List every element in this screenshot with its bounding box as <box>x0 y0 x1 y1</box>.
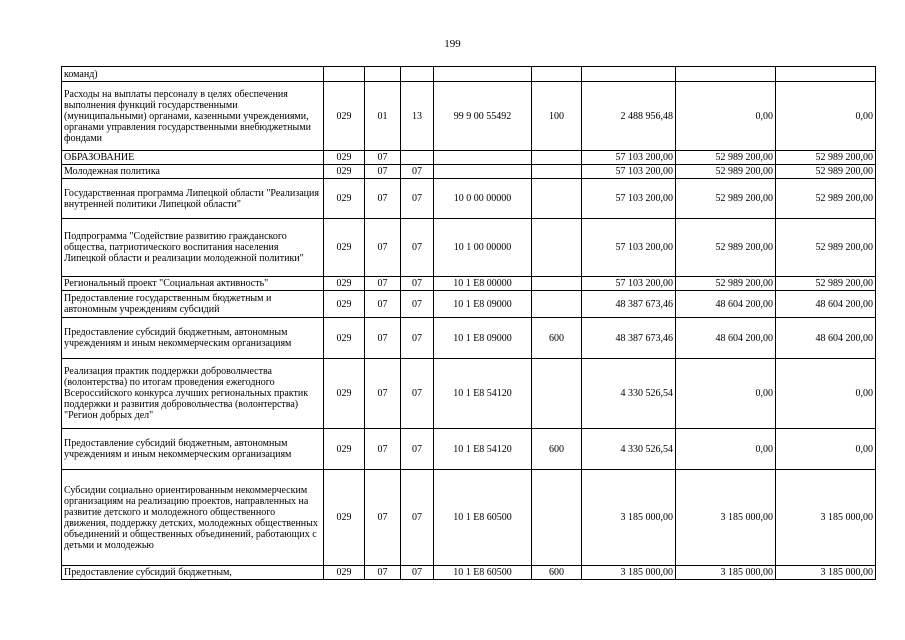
row-sum-2023-cell: 52 989 200,00 <box>776 277 876 291</box>
row-name-cell: Субсидии социально ориентированным некоммерческим организациям на реализацию проектов, направленных на развитие детского и молодежного общественного движения, поддержку детских, молодежных общественных объединений и общественных объединений, работающих с детьми и молодежью <box>62 470 324 566</box>
row-csr-cell: 10 0 00 00000 <box>434 179 532 219</box>
table-row <box>62 566 876 580</box>
row-csr-cell: 10 1 E8 54120 <box>434 429 532 470</box>
row-sum-2021-cell: 3 185 000,00 <box>582 566 676 580</box>
row-sum-2023-cell: 0,00 <box>776 429 876 470</box>
row-pr-cell: 07 <box>401 165 434 179</box>
row-name-cell: Государственная программа Липецкой области "Реализация внутренней политики Липецкой области" <box>62 179 324 219</box>
row-pr-cell: 07 <box>401 470 434 566</box>
row-rz-cell: 01 <box>365 82 401 151</box>
row-sum-2021-cell: 57 103 200,00 <box>582 165 676 179</box>
row-sum-2023-cell: 52 989 200,00 <box>776 179 876 219</box>
row-sum-2021-cell: 57 103 200,00 <box>582 151 676 165</box>
row-sum-2022-cell: 52 989 200,00 <box>676 165 776 179</box>
row-name-cell: Реализация практик поддержки добровольчества (волонтерства) по итогам проведения ежегодного Всероссийского конкурса лучших региональных практик поддержки и развития добровольчества (волонтерства) "Регион добрых дел" <box>62 359 324 429</box>
row-name-cell: Расходы на выплаты персоналу в целях обеспечения выполнения функций государственными (муниципальными) органами, казенными учреждениями, органами управления государственными внебюджетными фондами <box>62 82 324 151</box>
row-sum-2021-cell <box>582 67 676 82</box>
row-rz-cell: 07 <box>365 470 401 566</box>
row-pr-cell: 07 <box>401 277 434 291</box>
row-pr-cell: 07 <box>401 429 434 470</box>
row-vr-cell <box>532 470 582 566</box>
row-sum-2022-cell: 52 989 200,00 <box>676 151 776 165</box>
row-vr-cell <box>532 359 582 429</box>
row-sum-2022-cell: 52 989 200,00 <box>676 219 776 277</box>
row-gr-cell: 029 <box>324 179 365 219</box>
row-vr-cell <box>532 219 582 277</box>
row-sum-2022-cell: 3 185 000,00 <box>676 470 776 566</box>
row-sum-2023-cell: 48 604 200,00 <box>776 291 876 318</box>
row-sum-2021-cell: 2 488 956,48 <box>582 82 676 151</box>
row-sum-2023-cell: 48 604 200,00 <box>776 318 876 359</box>
row-rz-cell: 07 <box>365 318 401 359</box>
table-row <box>62 470 876 566</box>
row-sum-2021-cell: 48 387 673,46 <box>582 318 676 359</box>
row-csr-cell: 10 1 E8 60500 <box>434 470 532 566</box>
row-csr-cell <box>434 151 532 165</box>
row-rz-cell: 07 <box>365 277 401 291</box>
row-sum-2021-cell: 57 103 200,00 <box>582 277 676 291</box>
page-number: 199 <box>444 38 461 50</box>
table-row <box>62 165 876 179</box>
table-row <box>62 219 876 277</box>
row-rz-cell: 07 <box>365 291 401 318</box>
row-name-cell: Предоставление субсидий бюджетным, <box>62 566 324 580</box>
row-name-cell: Предоставление субсидий бюджетным, автономным учреждениям и иным некоммерческим организациям <box>62 429 324 470</box>
row-sum-2023-cell: 52 989 200,00 <box>776 151 876 165</box>
table-row <box>62 82 876 151</box>
row-csr-cell: 10 1 E8 54120 <box>434 359 532 429</box>
row-rz-cell: 07 <box>365 429 401 470</box>
table-row <box>62 179 876 219</box>
budget-table <box>61 66 876 580</box>
row-rz-cell: 07 <box>365 151 401 165</box>
row-gr-cell: 029 <box>324 219 365 277</box>
row-gr-cell: 029 <box>324 318 365 359</box>
row-sum-2023-cell: 52 989 200,00 <box>776 165 876 179</box>
row-sum-2023-cell <box>776 67 876 82</box>
row-sum-2022-cell: 0,00 <box>676 359 776 429</box>
row-vr-cell: 100 <box>532 82 582 151</box>
table-row <box>62 277 876 291</box>
row-name-cell: Предоставление субсидий бюджетным, автономным учреждениям и иным некоммерческим организациям <box>62 318 324 359</box>
row-sum-2023-cell: 3 185 000,00 <box>776 566 876 580</box>
row-vr-cell: 600 <box>532 318 582 359</box>
row-sum-2023-cell: 3 185 000,00 <box>776 470 876 566</box>
row-pr-cell <box>401 67 434 82</box>
row-gr-cell: 029 <box>324 165 365 179</box>
row-name-cell: Предоставление государственным бюджетным и автономным учреждениям субсидий <box>62 291 324 318</box>
row-name-cell: ОБРАЗОВАНИЕ <box>62 151 324 165</box>
row-sum-2022-cell: 52 989 200,00 <box>676 277 776 291</box>
row-sum-2022-cell: 0,00 <box>676 429 776 470</box>
row-sum-2023-cell: 52 989 200,00 <box>776 219 876 277</box>
table-row <box>62 291 876 318</box>
row-gr-cell: 029 <box>324 82 365 151</box>
row-sum-2023-cell: 0,00 <box>776 359 876 429</box>
row-vr-cell <box>532 277 582 291</box>
table-row <box>62 318 876 359</box>
row-gr-cell: 029 <box>324 566 365 580</box>
row-sum-2021-cell: 48 387 673,46 <box>582 291 676 318</box>
row-name-cell: Региональный проект "Социальная активность" <box>62 277 324 291</box>
row-csr-cell: 10 1 00 00000 <box>434 219 532 277</box>
row-pr-cell: 07 <box>401 179 434 219</box>
row-pr-cell <box>401 151 434 165</box>
row-sum-2023-cell: 0,00 <box>776 82 876 151</box>
row-gr-cell: 029 <box>324 470 365 566</box>
row-pr-cell: 07 <box>401 291 434 318</box>
row-rz-cell: 07 <box>365 566 401 580</box>
table-row <box>62 429 876 470</box>
row-gr-cell <box>324 67 365 82</box>
row-name-cell: Молодежная политика <box>62 165 324 179</box>
row-gr-cell: 029 <box>324 277 365 291</box>
row-vr-cell <box>532 151 582 165</box>
row-vr-cell <box>532 291 582 318</box>
row-gr-cell: 029 <box>324 359 365 429</box>
table-row <box>62 151 876 165</box>
row-csr-cell <box>434 165 532 179</box>
row-pr-cell: 07 <box>401 359 434 429</box>
row-sum-2021-cell: 4 330 526,54 <box>582 429 676 470</box>
row-sum-2021-cell: 57 103 200,00 <box>582 219 676 277</box>
row-sum-2021-cell: 4 330 526,54 <box>582 359 676 429</box>
row-gr-cell: 029 <box>324 151 365 165</box>
row-rz-cell: 07 <box>365 219 401 277</box>
row-rz-cell: 07 <box>365 179 401 219</box>
row-vr-cell <box>532 179 582 219</box>
row-sum-2022-cell: 0,00 <box>676 82 776 151</box>
row-rz-cell: 07 <box>365 165 401 179</box>
row-sum-2022-cell: 3 185 000,00 <box>676 566 776 580</box>
row-csr-cell: 10 1 E8 09000 <box>434 318 532 359</box>
row-csr-cell: 99 9 00 55492 <box>434 82 532 151</box>
row-csr-cell: 10 1 E8 09000 <box>434 291 532 318</box>
row-vr-cell <box>532 67 582 82</box>
row-sum-2021-cell: 57 103 200,00 <box>582 179 676 219</box>
row-sum-2022-cell <box>676 67 776 82</box>
row-sum-2022-cell: 52 989 200,00 <box>676 179 776 219</box>
row-name-cell: Подпрограмма "Содействие развитию гражданского общества, патриотического воспитания населения Липецкой области и реализации молодежной политики" <box>62 219 324 277</box>
row-gr-cell: 029 <box>324 291 365 318</box>
row-sum-2022-cell: 48 604 200,00 <box>676 291 776 318</box>
table-row <box>62 359 876 429</box>
row-pr-cell: 07 <box>401 566 434 580</box>
row-rz-cell <box>365 67 401 82</box>
row-vr-cell: 600 <box>532 566 582 580</box>
row-vr-cell <box>532 165 582 179</box>
row-gr-cell: 029 <box>324 429 365 470</box>
row-pr-cell: 07 <box>401 219 434 277</box>
row-sum-2022-cell: 48 604 200,00 <box>676 318 776 359</box>
row-csr-cell: 10 1 E8 00000 <box>434 277 532 291</box>
row-name-cell: команд) <box>62 67 324 82</box>
row-rz-cell: 07 <box>365 359 401 429</box>
row-pr-cell: 13 <box>401 82 434 151</box>
row-vr-cell: 600 <box>532 429 582 470</box>
row-sum-2021-cell: 3 185 000,00 <box>582 470 676 566</box>
row-pr-cell: 07 <box>401 318 434 359</box>
row-csr-cell <box>434 67 532 82</box>
table-row <box>62 67 876 82</box>
row-csr-cell: 10 1 E8 60500 <box>434 566 532 580</box>
